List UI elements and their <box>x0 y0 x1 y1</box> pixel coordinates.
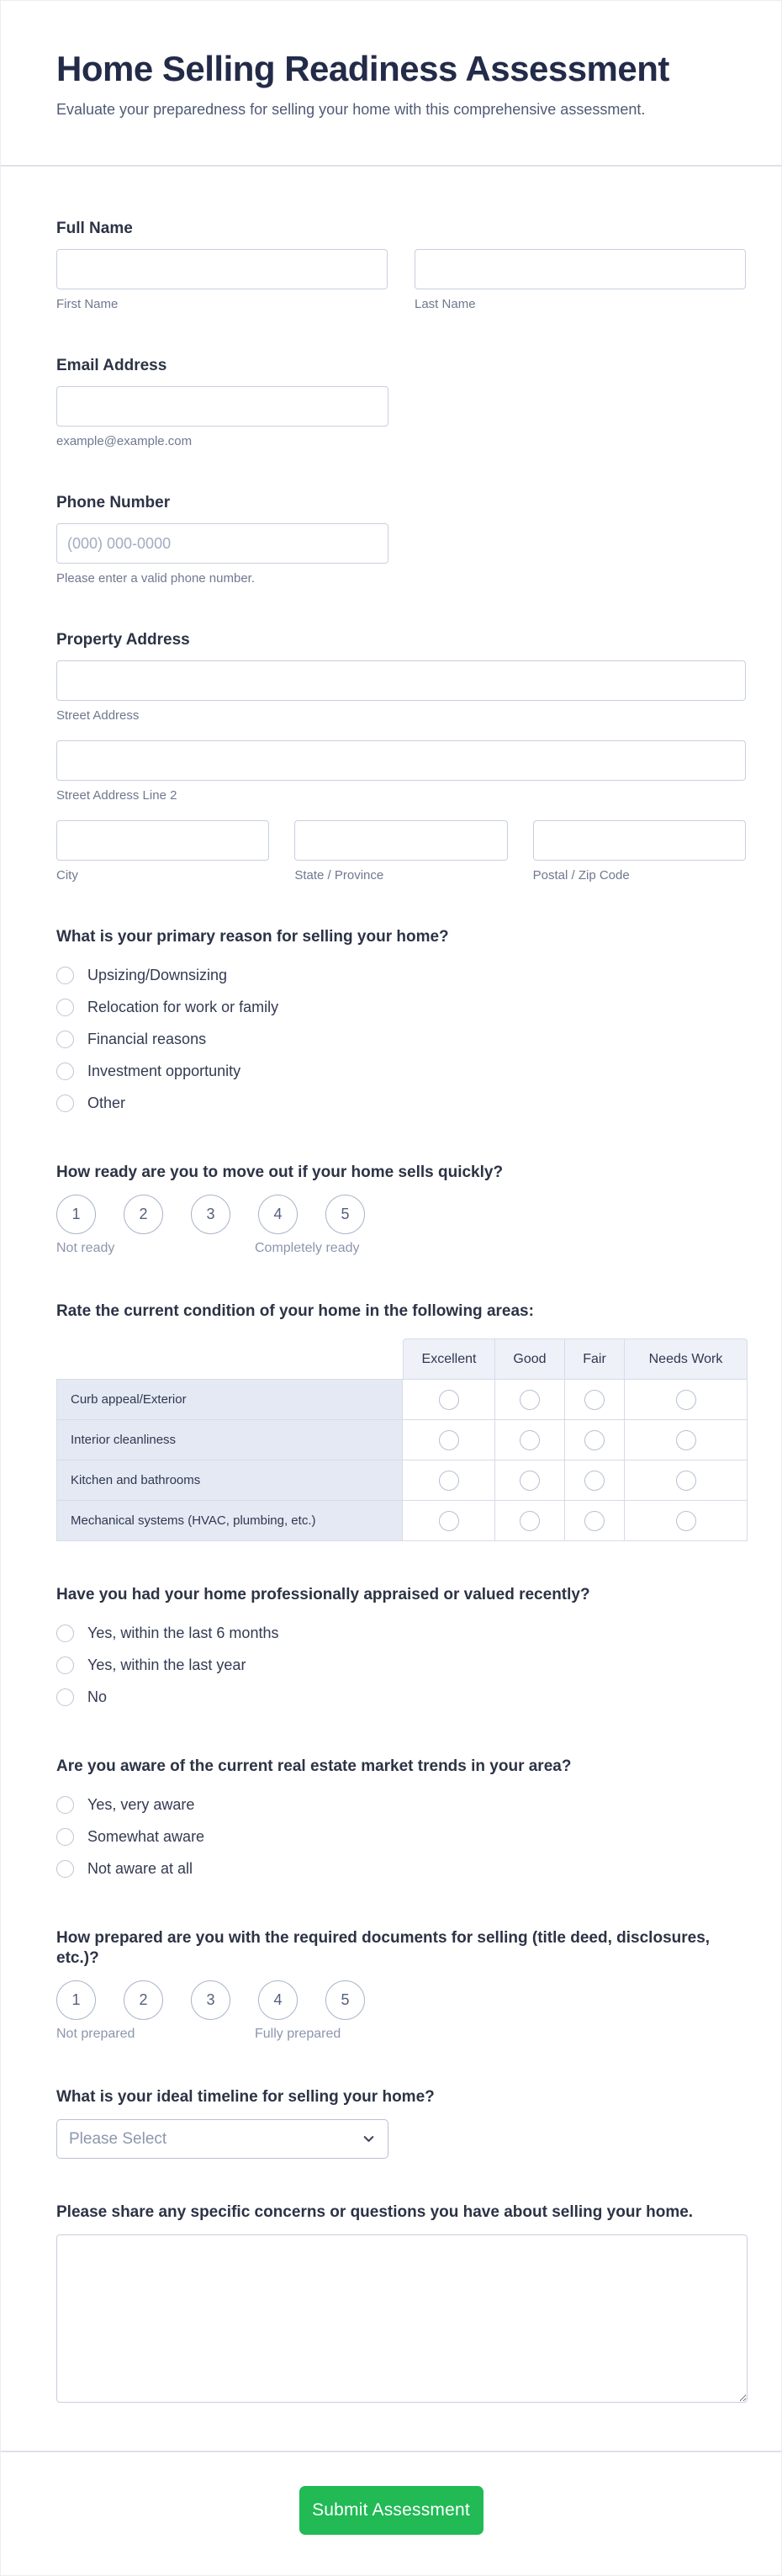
scale-option-1[interactable]: 1 <box>56 1195 96 1234</box>
full-name-label: Full Name <box>56 220 133 237</box>
matrix-radio-button[interactable] <box>520 1390 540 1410</box>
reason-option-investment[interactable] <box>56 1055 746 1087</box>
field-property-address <box>56 630 746 883</box>
market-awareness-question: Are you aware of the current real estate market trends in your area? <box>56 1757 572 1775</box>
move-ready-question: How ready are you to move out if your home sells quickly? <box>56 1163 504 1181</box>
radio-button[interactable] <box>56 1828 74 1846</box>
matrix-cell <box>565 1420 625 1460</box>
matrix-radio-button[interactable] <box>520 1430 540 1450</box>
matrix-radio-button[interactable] <box>520 1511 540 1531</box>
zip-sublabel: Postal / Zip Code <box>532 868 630 883</box>
concerns-question: Please share any specific concerns or questions you have about selling your home. <box>56 2203 694 2221</box>
radio-button[interactable] <box>56 1796 74 1814</box>
reason-option-upsizing[interactable] <box>56 959 746 991</box>
matrix-cell <box>625 1501 748 1541</box>
email-label: Email Address <box>56 357 167 374</box>
documents-question: How prepared are you with the required documents for selling (title deed, disclosures, etc.)? <box>56 1929 711 1967</box>
scale-max-label: Completely ready <box>255 1241 360 1255</box>
matrix-cell <box>565 1380 625 1420</box>
matrix-radio-button[interactable] <box>520 1471 540 1491</box>
matrix-cell <box>495 1501 565 1541</box>
scale-option-3[interactable]: 3 <box>191 1195 230 1234</box>
field-move-ready-scale <box>56 1163 746 1258</box>
market-option-somewhat-aware[interactable] <box>56 1821 746 1852</box>
scale-option-5[interactable]: 5 <box>325 1980 365 2020</box>
matrix-cell <box>495 1420 565 1460</box>
matrix-radio-button[interactable] <box>676 1511 696 1531</box>
field-full-name <box>56 219 746 312</box>
radio-button[interactable] <box>56 1031 74 1048</box>
scale-option-4[interactable]: 4 <box>258 1195 298 1234</box>
matrix-cell <box>565 1460 625 1501</box>
move-ready-scale <box>56 1195 746 1234</box>
street-address-line2-input[interactable] <box>56 740 746 781</box>
matrix-cell <box>495 1460 565 1501</box>
scale-option-2[interactable]: 2 <box>124 1195 163 1234</box>
matrix-radio-button[interactable] <box>584 1430 605 1450</box>
field-concerns <box>56 2202 746 2407</box>
phone-hint: Please enter a valid phone number. <box>56 571 255 586</box>
radio-option-label: Not aware at all <box>87 1860 193 1877</box>
reason-option-relocation[interactable] <box>56 991 746 1023</box>
condition-matrix-table <box>56 1338 748 1541</box>
radio-button[interactable] <box>56 1625 74 1642</box>
matrix-radio-button[interactable] <box>676 1390 696 1410</box>
city-sublabel: City <box>56 868 78 883</box>
matrix-col-header-fair: Fair <box>565 1338 625 1380</box>
field-email <box>56 356 746 449</box>
property-address-label: Property Address <box>56 631 190 649</box>
state-input[interactable] <box>294 820 507 861</box>
radio-button[interactable] <box>56 1860 74 1878</box>
first-name-input[interactable] <box>56 249 388 289</box>
matrix-cell <box>495 1380 565 1420</box>
matrix-row-label-mechanical: Mechanical systems (HVAC, plumbing, etc.) <box>56 1501 403 1541</box>
state-sublabel: State / Province <box>294 868 384 883</box>
documents-scale <box>56 1980 746 2020</box>
first-name-sublabel: First Name <box>56 297 119 311</box>
radio-option-label: Relocation for work or family <box>87 999 279 1015</box>
matrix-cell <box>403 1420 495 1460</box>
reason-option-other[interactable] <box>56 1087 746 1119</box>
submit-assessment-button[interactable]: Submit Assessment <box>299 2486 483 2535</box>
phone-input[interactable] <box>56 523 388 564</box>
last-name-sublabel: Last Name <box>415 297 476 311</box>
field-condition-matrix <box>56 1301 746 1541</box>
timeline-select[interactable] <box>56 2119 388 2159</box>
radio-button[interactable] <box>56 1688 74 1706</box>
field-documents-scale <box>56 1928 746 2043</box>
reason-option-financial[interactable] <box>56 1023 746 1055</box>
radio-option-label: No <box>87 1688 108 1705</box>
radio-button[interactable] <box>56 1095 74 1112</box>
field-market-awareness <box>56 1757 746 1884</box>
matrix-radio-button[interactable] <box>439 1471 459 1491</box>
scale-option-3[interactable]: 3 <box>191 1980 230 2020</box>
matrix-radio-button[interactable] <box>439 1390 459 1410</box>
selling-reason-question: What is your primary reason for selling your home? <box>56 928 449 946</box>
radio-option-label: Yes, very aware <box>87 1796 195 1813</box>
matrix-row-label-kitchen: Kitchen and bathrooms <box>56 1460 403 1501</box>
matrix-row-label-curb-appeal: Curb appeal/Exterior <box>56 1380 403 1420</box>
concerns-textarea[interactable] <box>56 2234 748 2403</box>
scale-option-5[interactable]: 5 <box>325 1195 365 1234</box>
page-title: Home Selling Readiness Assessment <box>56 49 669 88</box>
matrix-cell <box>625 1380 748 1420</box>
market-option-not-aware[interactable] <box>56 1852 746 1884</box>
field-appraised <box>56 1585 746 1713</box>
radio-option-label: Investment opportunity <box>87 1063 241 1079</box>
email-input[interactable] <box>56 386 388 427</box>
city-input[interactable] <box>56 820 269 861</box>
matrix-col-header-good: Good <box>495 1338 565 1380</box>
matrix-radio-button[interactable] <box>439 1511 459 1531</box>
footer-divider <box>1 2451 781 2452</box>
matrix-cell <box>625 1460 748 1501</box>
timeline-question: What is your ideal timeline for selling your home? <box>56 2088 435 2106</box>
appraised-question: Have you had your home professionally appraised or valued recently? <box>56 1586 590 1603</box>
scale-option-1[interactable]: 1 <box>56 1980 96 2020</box>
street-address-input[interactable] <box>56 660 746 701</box>
zip-input[interactable] <box>533 820 746 861</box>
scale-option-2[interactable]: 2 <box>124 1980 163 2020</box>
radio-button[interactable] <box>56 1656 74 1674</box>
matrix-cell <box>403 1460 495 1501</box>
submit-row <box>1 2486 781 2535</box>
matrix-radio-button[interactable] <box>676 1430 696 1450</box>
matrix-radio-button[interactable] <box>584 1511 605 1531</box>
street-address-line2-sublabel: Street Address Line 2 <box>56 788 177 803</box>
appraised-option-6-months[interactable] <box>56 1617 746 1649</box>
appraised-option-last-year[interactable] <box>56 1649 746 1681</box>
scale-min-label: Not prepared <box>56 2027 135 2041</box>
matrix-radio-button[interactable] <box>584 1471 605 1491</box>
radio-option-label: Financial reasons <box>87 1031 207 1047</box>
form-body <box>1 167 781 2407</box>
email-hint: example@example.com <box>56 434 193 448</box>
matrix-radio-button[interactable] <box>439 1430 459 1450</box>
matrix-col-header-needs-work: Needs Work <box>625 1338 748 1380</box>
matrix-radio-button[interactable] <box>584 1390 605 1410</box>
field-selling-reason <box>56 927 746 1119</box>
last-name-input[interactable] <box>415 249 746 289</box>
page-subtitle: Evaluate your preparedness for selling your home with this comprehensive assessment. <box>56 101 646 118</box>
matrix-cell <box>403 1501 495 1541</box>
radio-option-label: Other <box>87 1095 126 1111</box>
matrix-radio-button[interactable] <box>676 1471 696 1491</box>
matrix-cell <box>565 1501 625 1541</box>
condition-question: Rate the current condition of your home in the following areas: <box>56 1302 534 1320</box>
field-timeline <box>56 2087 746 2159</box>
scale-min-label: Not ready <box>56 1241 115 1255</box>
radio-option-label: Somewhat aware <box>87 1828 205 1845</box>
matrix-cell <box>403 1380 495 1420</box>
appraised-option-no[interactable] <box>56 1681 746 1713</box>
field-phone <box>56 493 746 586</box>
market-option-very-aware[interactable] <box>56 1789 746 1821</box>
radio-button[interactable] <box>56 1063 74 1080</box>
radio-option-label: Yes, within the last 6 months <box>87 1625 279 1641</box>
radio-button[interactable] <box>56 999 74 1016</box>
radio-option-label: Upsizing/Downsizing <box>87 967 228 983</box>
radio-button[interactable] <box>56 967 74 984</box>
street-address-sublabel: Street Address <box>56 708 140 723</box>
matrix-corner-cell <box>56 1338 403 1380</box>
phone-label: Phone Number <box>56 494 171 511</box>
scale-max-label: Fully prepared <box>255 2027 341 2041</box>
matrix-row-label-interior: Interior cleanliness <box>56 1420 403 1460</box>
scale-option-4[interactable]: 4 <box>258 1980 298 2020</box>
radio-option-label: Yes, within the last year <box>87 1656 246 1673</box>
form-header <box>1 1 781 121</box>
matrix-cell <box>625 1420 748 1460</box>
matrix-col-header-excellent: Excellent <box>403 1338 495 1380</box>
